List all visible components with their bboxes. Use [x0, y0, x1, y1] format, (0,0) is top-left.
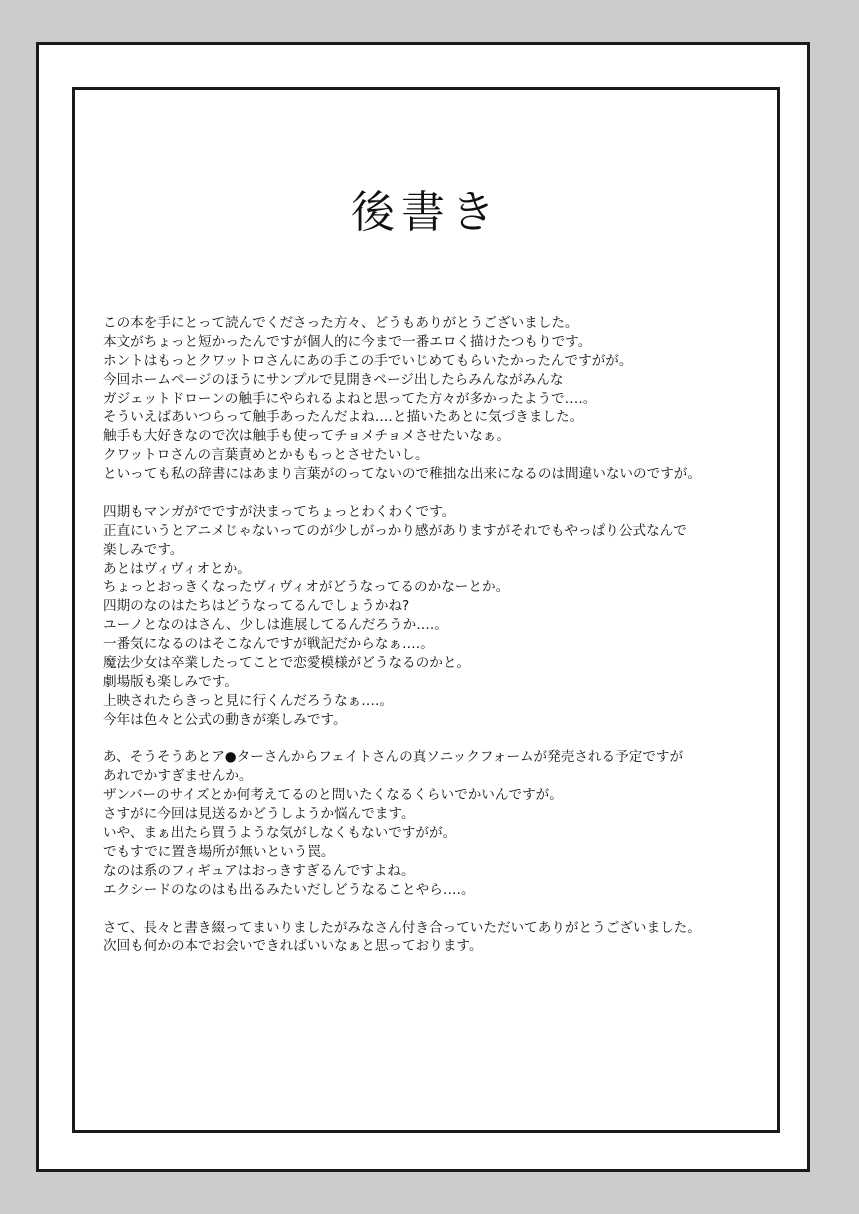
text-line: 今年は色々と公式の動きが楽しみです。 — [103, 711, 347, 728]
paragraph — [103, 503, 783, 730]
text-line: 一番気になるのはそこなんですが戦記だからなぁ‥‥。 — [103, 636, 434, 653]
text-line: ガジェットドローンの触手にやられるよねと思ってた方々が多かったようで‥‥。 — [103, 390, 597, 407]
text-line: ユーノとなのはさん、少しは進展してるんだろうか‥‥。 — [103, 617, 448, 634]
text-line: ホントはもっとクワットロさんにあの手この手でいじめてもらいたかったんですがが。 — [103, 352, 633, 369]
text-line: 上映されたらきっと見に行くんだろうなぁ‥‥。 — [103, 692, 394, 709]
text-line: 魔法少女は卒業したってことで恋愛模様がどうなるのかと。 — [103, 655, 471, 672]
text-line: さすがに今回は見送るかどうしようか悩んでます。 — [103, 806, 415, 823]
text-line: クワットロさんの言葉責めとかももっとさせたいし。 — [103, 447, 429, 464]
paragraph — [103, 919, 783, 957]
page-outer-frame — [36, 42, 810, 1172]
text-line: 楽しみです。 — [103, 541, 184, 558]
text-line: といっても私の辞書にはあまり言葉がのってないので稚拙な出来になるのは間違いないのですが。 — [103, 466, 701, 483]
text-line: 今回ホームページのほうにサンプルで見開きページ出したらみんながみんな — [103, 371, 564, 388]
afterword-body — [103, 314, 783, 975]
text-line: ザンバーのサイズとか何考えてるのと問いたくなるくらいでかいんですが。 — [103, 787, 563, 804]
text-line: 劇場版も楽しみです。 — [103, 673, 238, 690]
text-line: 本文がちょっと短かったんですが個人的に今まで一番エロく描けたつもりです。 — [103, 333, 592, 350]
text-line: 四期のなのはたちはどうなってるんでしょうかね? — [103, 598, 410, 615]
text-line: あ、そうそうあとア●ターさんからフェイトさんの真ソニックフォームが発売される予定ですが — [103, 749, 684, 766]
text-line: なのは系のフィギュアはおっきすぎるんですよね。 — [103, 862, 415, 879]
text-line: 次回も何かの本でお会いできればいいなぁと思っております。 — [103, 938, 483, 955]
text-line: 四期もマンガがでですが決まってちょっとわくわくです。 — [103, 503, 456, 520]
text-line: でもすでに置き場所が無いという罠。 — [103, 843, 335, 860]
text-line: そういえばあいつらって触手あったんだよね‥‥と描いたあとに気づきました。 — [103, 409, 584, 426]
page-title: 後書き — [351, 187, 501, 238]
text-line: いや、まぁ出たら買うような気がしなくもないですがが。 — [103, 825, 457, 842]
paragraph — [103, 748, 783, 899]
text-line: 正直にいうとアニメじゃないってのが少しがっかり感がありますがそれでもやっぱり公式なんで — [103, 522, 687, 539]
text-line: エクシードのなのはも出るみたいだしどうなることやら‥‥。 — [103, 881, 475, 898]
text-line: あとはヴィヴィオとか。 — [103, 560, 251, 577]
text-line: あれでかすぎませんか。 — [103, 768, 253, 785]
text-line: ちょっとおっきくなったヴィヴィオがどうなってるのかなーとか。 — [103, 579, 510, 596]
paragraph — [103, 314, 783, 484]
text-line: さて、長々と書き綴ってまいりましたがみなさん付き合っていただいてありがとうございました。 — [103, 919, 701, 936]
text-line: 触手も大好きなので次は触手も使ってチョメチョメさせたいなぁ。 — [103, 428, 510, 445]
text-line: この本を手にとって読んでくださった方々、どうもありがとうございました。 — [103, 315, 579, 331]
page-inner-frame — [72, 87, 780, 1133]
